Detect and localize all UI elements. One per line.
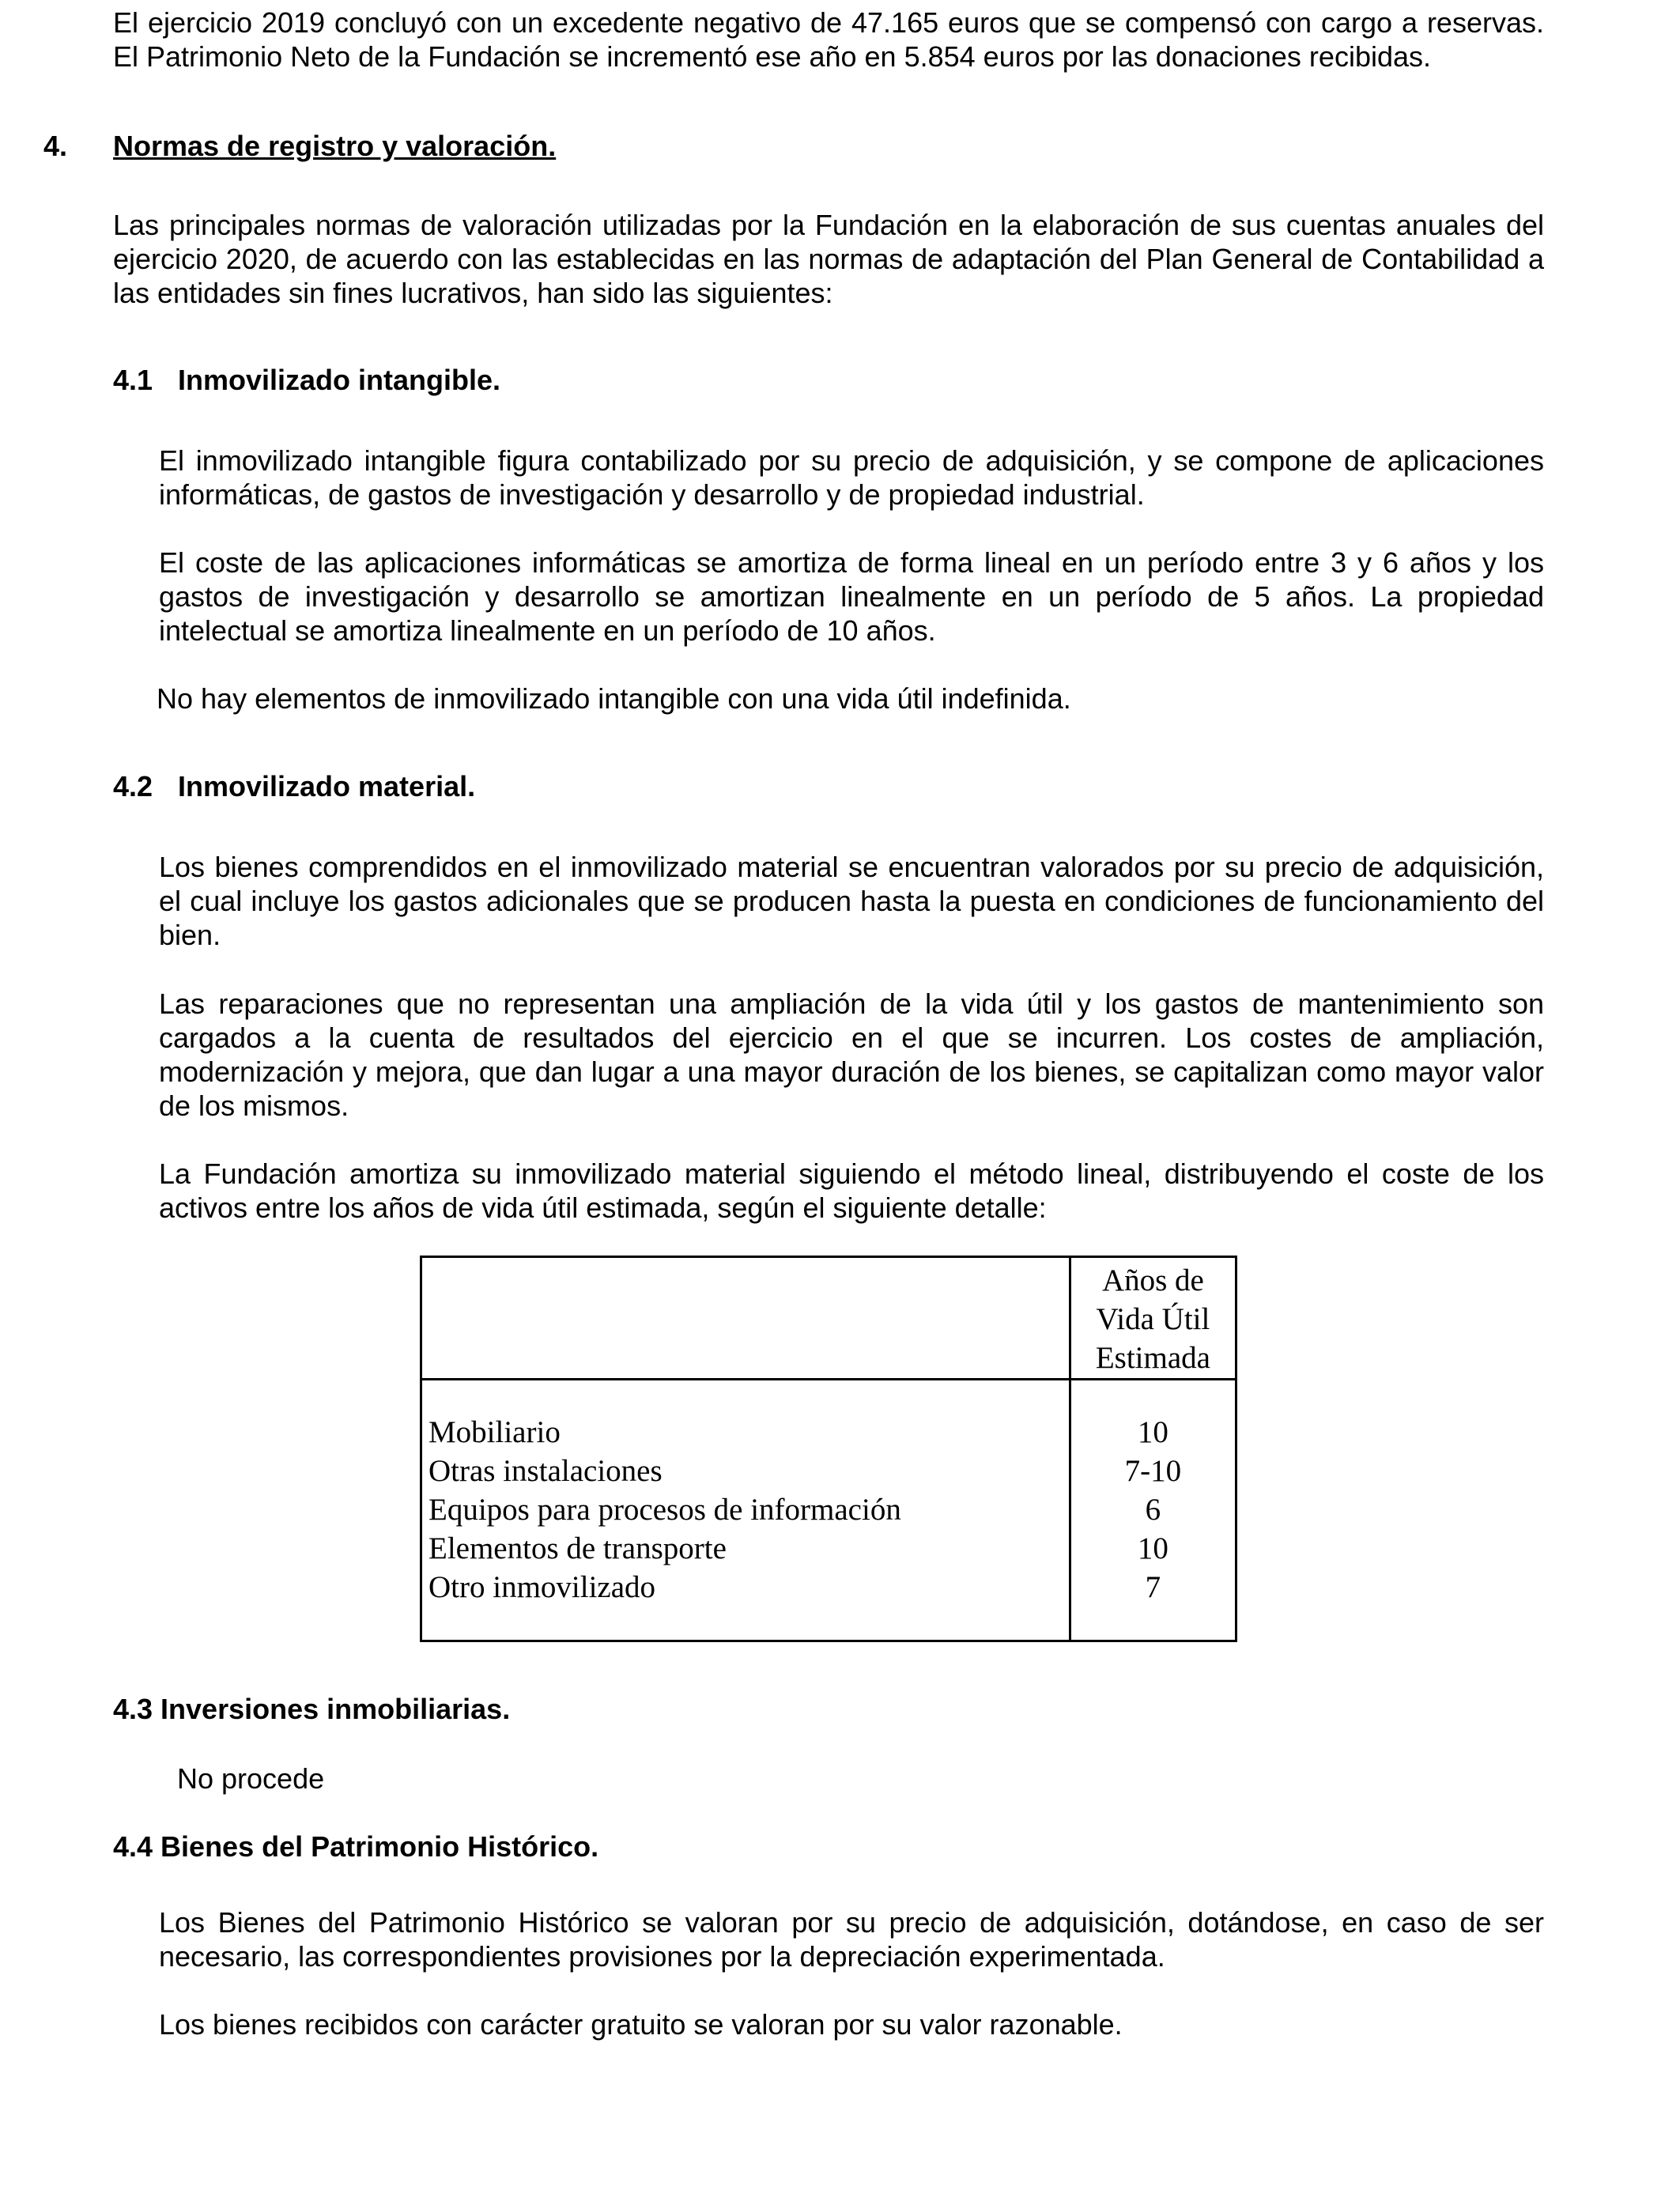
- table-row-item: Mobiliario: [428, 1415, 561, 1449]
- section-4-1-title: Inmovilizado intangible.: [178, 364, 501, 396]
- section-4-2-paragraph-3: La Fundación amortiza su inmovilizado material siguiendo el método lineal, distribuyendo el coste de los activos entre los años de vida útil estimada, según el siguiente detalle:: [159, 1157, 1544, 1224]
- section-4-2-heading: [113, 769, 475, 803]
- table-row-item: Otro inmovilizado: [428, 1570, 656, 1604]
- table-items-column: [421, 1380, 1070, 1641]
- section-4-4-paragraph-1: Los Bienes del Patrimonio Histórico se valoran por su precio de adquisición, dotándose, en caso de ser necesario, las correspondientes provisiones por la depreciación experimentada.: [159, 1906, 1544, 1973]
- table-row-item: Equipos para procesos de información: [428, 1493, 901, 1527]
- table-row-years: 10: [1137, 1531, 1168, 1565]
- section-4-number: 4.: [43, 130, 68, 162]
- table-years-column: [1070, 1380, 1236, 1641]
- table-header-cell: [1070, 1257, 1236, 1380]
- section-4-2-number: 4.2: [113, 770, 153, 802]
- section-4-1-number: 4.1: [113, 364, 153, 396]
- table-header-line: Estimada: [1095, 1341, 1210, 1375]
- section-4-1-paragraph-2: El coste de las aplicaciones informáticas se amortiza de forma lineal en un período entre 3 y 6 años y los gastos de investigación y desarrollo se amortizan linealmente en un período de 5 años. La propiedad intelectual se amortiza linealmente en un período de 10 años.: [159, 546, 1544, 647]
- table-row-item: Elementos de transporte: [428, 1531, 727, 1565]
- section-4-heading: [43, 129, 556, 163]
- section-4-1-paragraph-3: No hay elementos de inmovilizado intangible con una vida útil indefinida.: [157, 682, 1071, 715]
- table-row-years: 7: [1145, 1570, 1161, 1604]
- section-4-2-paragraph-2: Las reparaciones que no representan una ampliación de la vida útil y los gastos de mantenimiento son cargados a la cuenta de resultados del ejercicio en el que se incurren. Los costes de ampliación, modernización y mejora, que dan lugar a una mayor duración de los bienes, se capitalizan como mayor valor de los mismos.: [159, 987, 1544, 1122]
- table-row-item: Otras instalaciones: [428, 1454, 663, 1488]
- section-4-1-paragraph-1: El inmovilizado intangible figura contabilizado por su precio de adquisición, y se compone de aplicaciones informáticas, de gastos de investigación y desarrollo y de propiedad industrial.: [159, 444, 1544, 511]
- useful-life-table: [420, 1256, 1237, 1642]
- table-row-years: 7-10: [1124, 1454, 1182, 1488]
- intro-paragraph: El ejercicio 2019 concluyó con un excedente negativo de 47.165 euros que se compensó con cargo a reservas. El Patrimonio Neto de la Fundación se incrementó ese año en 5.854 euros por las donaciones recibidas.: [113, 6, 1544, 73]
- section-4-4-paragraph-2: Los bienes recibidos con carácter gratuito se valoran por su valor razonable.: [159, 2008, 1123, 2041]
- section-4-3-heading: 4.3 Inversiones inmobiliarias.: [113, 1693, 511, 1725]
- table-header-blank-cell: [421, 1257, 1070, 1380]
- section-4-1-heading: [113, 363, 500, 397]
- section-4-title: Normas de registro y valoración.: [113, 130, 557, 162]
- table-header-line: Vida Útil: [1096, 1302, 1210, 1336]
- table-row-years: 6: [1145, 1493, 1161, 1527]
- section-4-intro: Las principales normas de valoración utilizadas por la Fundación en la elaboración de sus cuentas anuales del ejercicio 2020, de acuerdo con las establecidas en las normas de adaptación del Plan General de Contabilidad a las entidades sin fines lucrativos, han sido las siguientes:: [113, 209, 1544, 309]
- table-row-years: 10: [1137, 1415, 1168, 1449]
- table-header-line: Años de: [1101, 1263, 1204, 1297]
- section-4-4-heading: 4.4 Bienes del Patrimonio Histórico.: [113, 1830, 599, 1863]
- section-4-2-title: Inmovilizado material.: [178, 770, 476, 802]
- section-4-2-paragraph-1: Los bienes comprendidos en el inmovilizado material se encuentran valorados por su precio de adquisición, el cual incluye los gastos adicionales que se producen hasta la puesta en condiciones de funcionamiento del bien.: [159, 851, 1544, 951]
- section-4-3-paragraph: No procede: [177, 1762, 325, 1795]
